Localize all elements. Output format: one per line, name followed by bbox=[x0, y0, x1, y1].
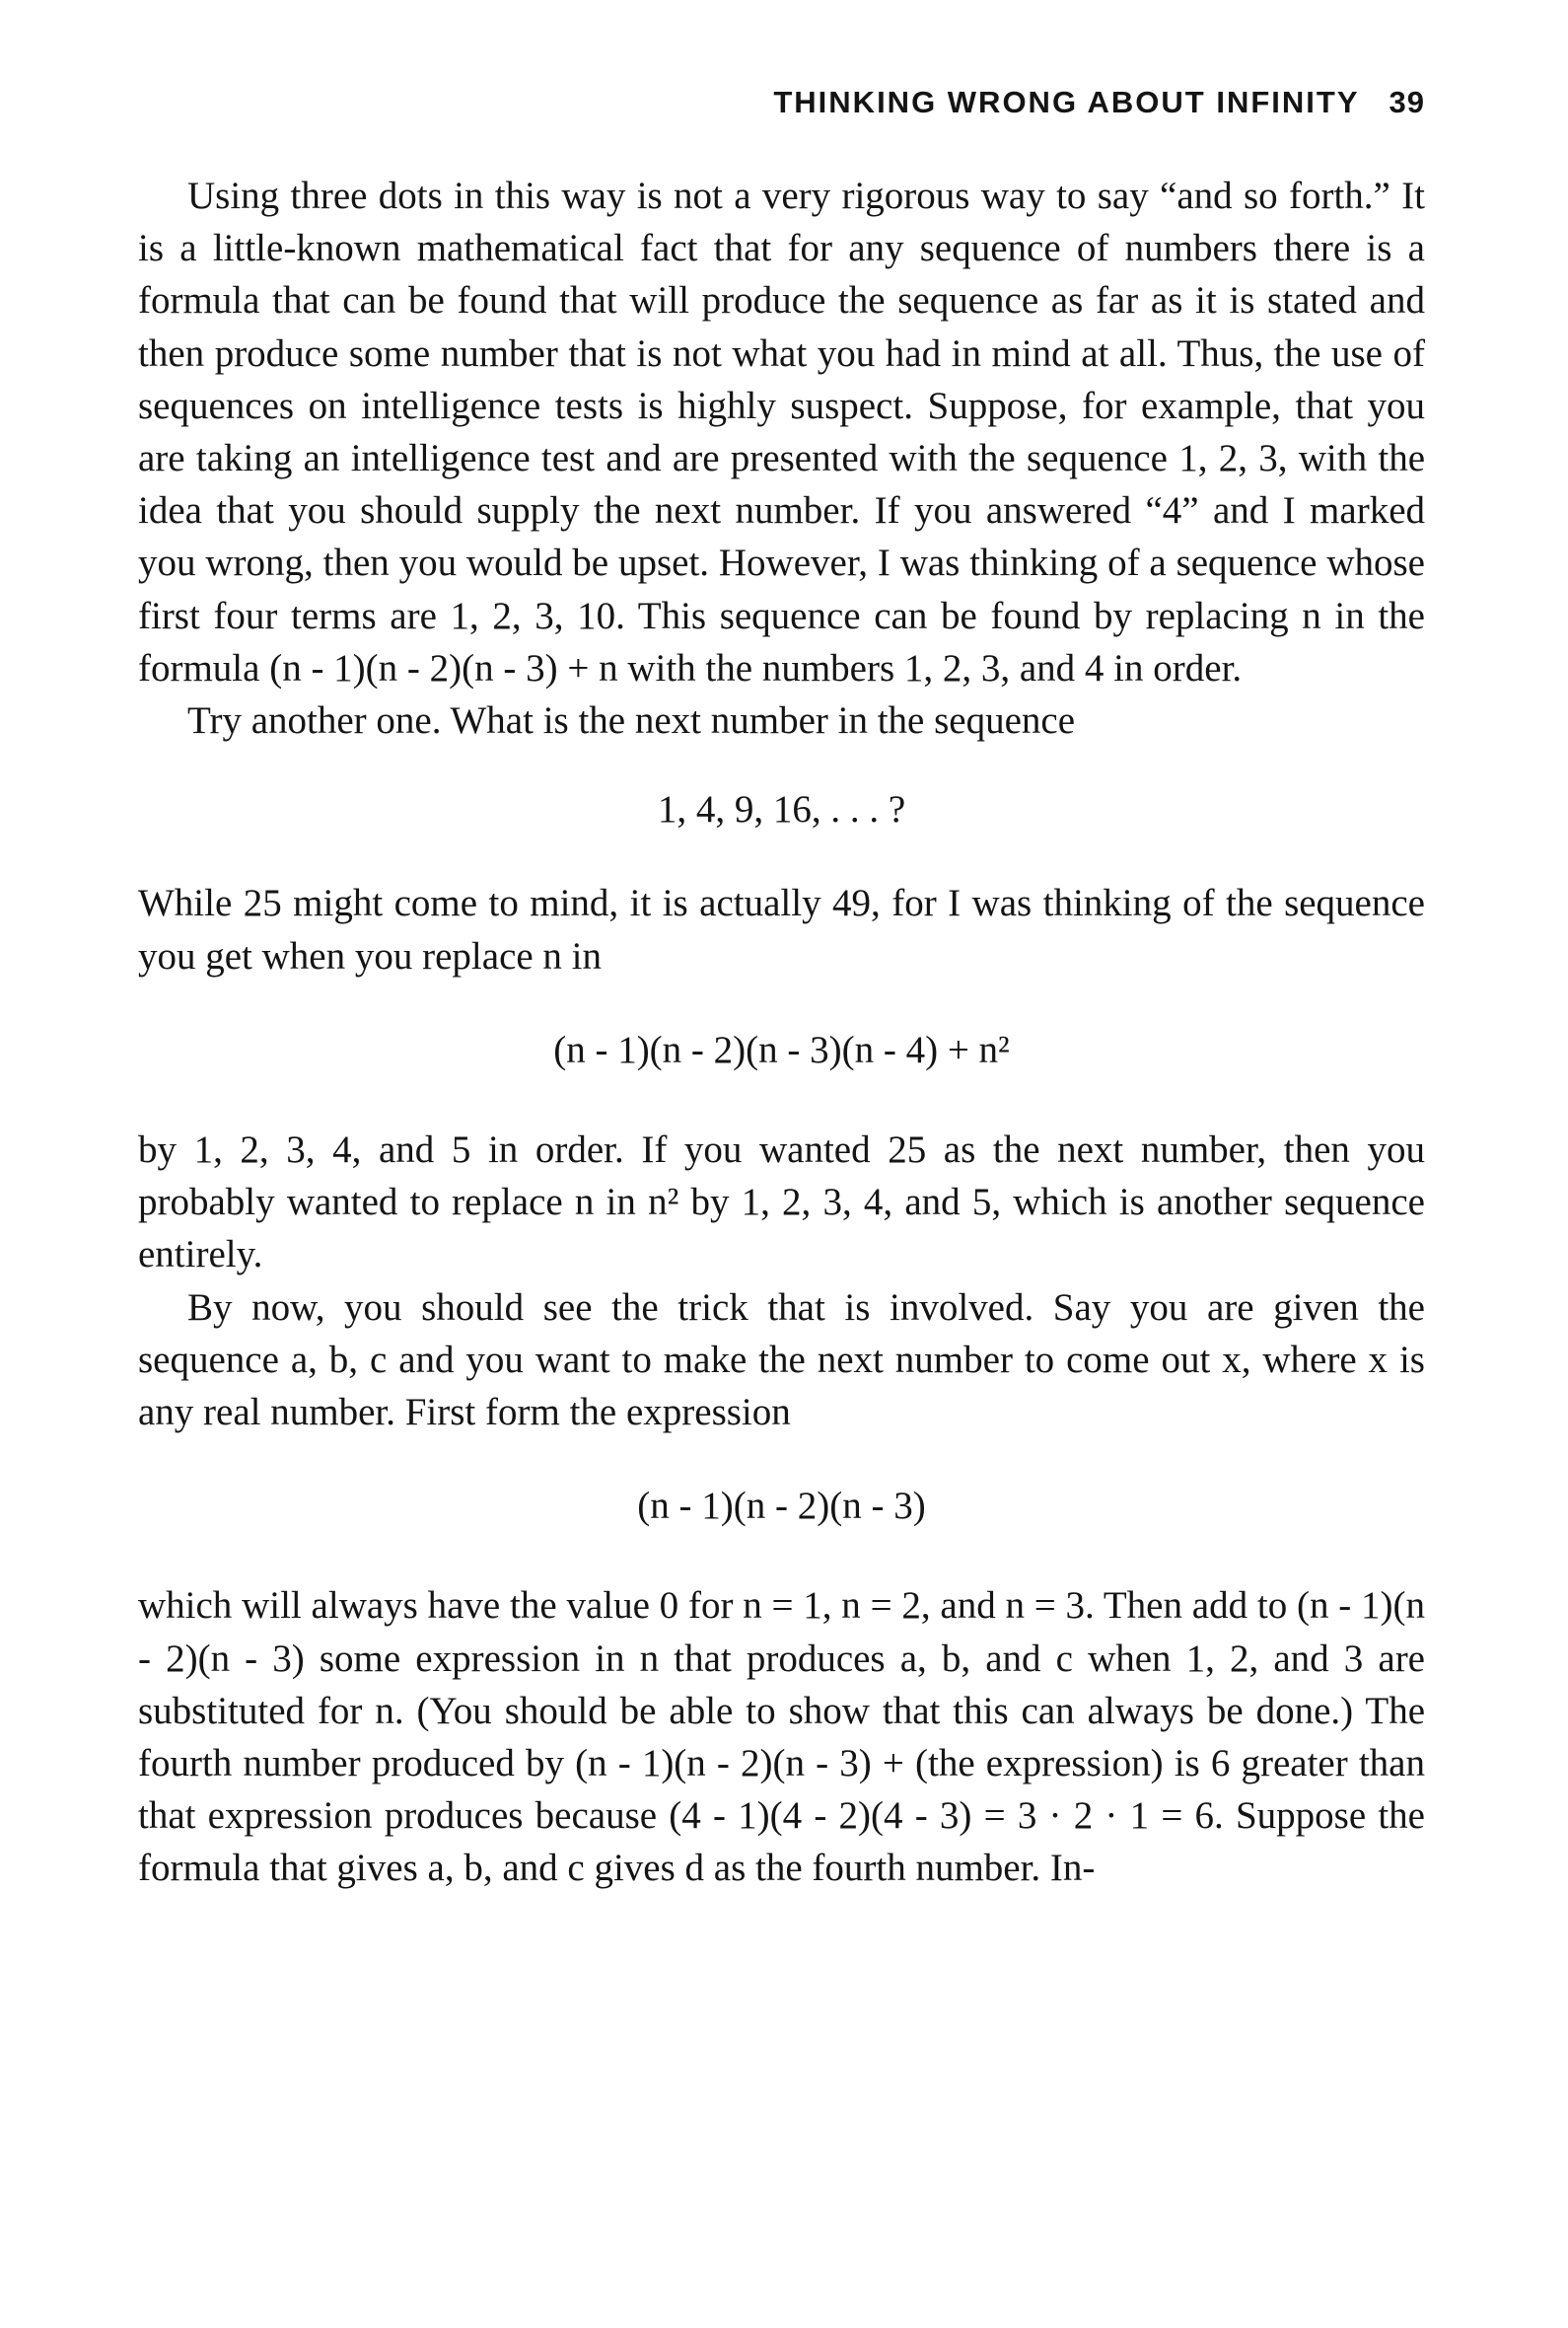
display-sequence-squares: 1, 4, 9, 16, . . . ? bbox=[657, 788, 906, 832]
body-text bbox=[138, 170, 1425, 1895]
paragraph-the-trick: By now, you should see the trick that is involved. Say you are given the sequence a, b, c and you want to make the next number to come out x, where x is any real number. First form the expression bbox=[138, 1285, 1425, 1434]
page-number: 39 bbox=[1389, 85, 1425, 119]
display-expression: (n - 1)(n - 2)(n - 3) bbox=[637, 1485, 926, 1528]
running-title: THINKING WRONG ABOUT INFINITY bbox=[773, 85, 1360, 119]
paragraph-replace-n: by 1, 2, 3, 4, and 5 in order. If you wanted 25 as the next number, then you probably wanted to replace n in n² by 1, 2, 3, 4, and 5, which is another sequence entirely. bbox=[138, 1128, 1425, 1276]
running-head bbox=[138, 83, 1425, 122]
display-formula-n-squared: (n - 1)(n - 2)(n - 3)(n - 4) + n² bbox=[553, 1028, 1010, 1071]
paragraph-answer-49: While 25 might come to mind, it is actually 49, for I was thinking of the sequence you get when you replace n in bbox=[138, 882, 1425, 978]
paragraph-try-another: Try another one. What is the next number in the sequence bbox=[187, 699, 1076, 743]
paragraph-sequence-formula: Using three dots in this way is not a very rigorous way to say “and so forth.” It is a little-known mathematical fact that for any sequence of numbers there is a formula that can be found that will produce the sequence as far as it is stated and then produce some number that is not what you had in mind at all. Thus, the use of sequences on intelligence tests is highly suspect. Suppose, for example, that you are taking an intelligence test and are presented with the sequence 1, 2, 3, with the idea that you should supply the next number. If you answered “4” and I marked you wrong, then you would be upset. However, I was thinking of a sequence whose first four terms are 1, 2, 3, 10. This sequence can be found by replacing n in the formula (n - 1)(n - 2)(n - 3) + n with the numbers 1, 2, 3, and 4 in order. bbox=[138, 175, 1425, 690]
paragraph-value-zero: which will always have the value 0 for n = 1, n = 2, and n = 3. Then add to (n - 1)(n - 2)(n - 3) some expression in n that produces a, b, and c when 1, 2, and 3 are substituted for n. (You should be able to show that this can always be done.) The fourth number produced by (n - 1)(n - 2)(n - 3) + (the expression) is 6 greater than that expression produces because (4 - 1)(4 - 2)(4 - 3) = 3 · 2 · 1 = 6. Suppose the formula that gives a, b, and c gives d as the fourth number. In- bbox=[138, 1584, 1425, 1890]
